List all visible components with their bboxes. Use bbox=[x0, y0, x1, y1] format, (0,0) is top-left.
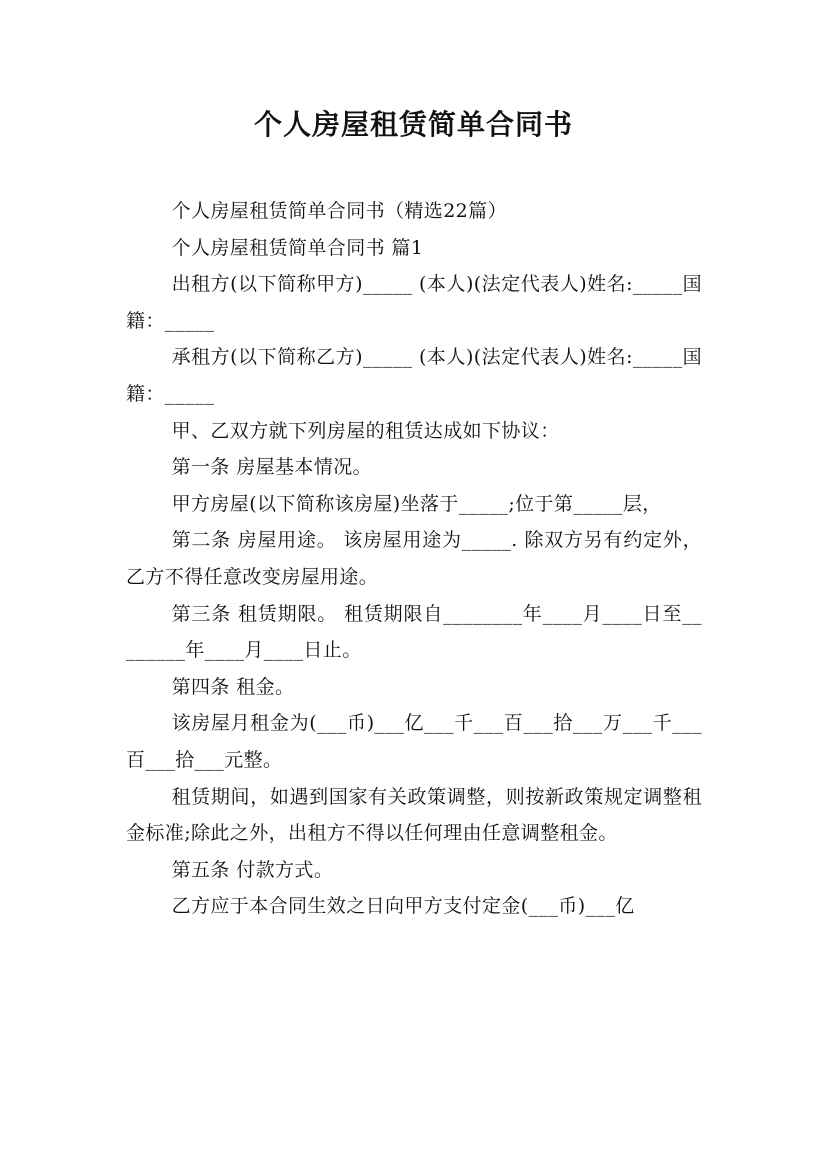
paragraph-article-4-adjustment: 租赁期间，如遇到国家有关政策调整，则按新政策规定调整租金标准;除此之外，出租方不得以任何理由任意调整租金。 bbox=[126, 785, 702, 845]
document-title: 个人房屋租赁简单合同书 bbox=[253, 108, 573, 141]
paragraph-article-1-heading: 第一条 房屋基本情况。 bbox=[171, 456, 373, 479]
paragraph-agreement-intro: 甲、乙双方就下列房屋的租赁达成如下协议： bbox=[171, 419, 560, 442]
paragraph-article-3: 第三条 租赁期限。 租赁期限自________年____月____日至________年____月____日止。 bbox=[126, 602, 702, 662]
paragraph-article-1-body: 甲方房屋(以下简称该房屋)坐落于_____;位于第_____层， bbox=[171, 492, 662, 515]
paragraph-article-4-rent: 该房屋月租金为(___币)___亿___千___百___拾___万___千___百___拾___元整。 bbox=[126, 712, 702, 771]
paragraph-article-4-heading: 第四条 租金。 bbox=[171, 675, 295, 698]
document-body bbox=[126, 193, 702, 925]
paragraph-section-heading: 个人房屋租赁简单合同书 篇1 bbox=[171, 236, 424, 259]
paragraph-article-5-heading: 第五条 付款方式。 bbox=[171, 858, 334, 881]
paragraph-lessor: 出租方(以下简称甲方)_____ (本人)(法定代表人)姓名:_____国籍：_____ bbox=[126, 273, 702, 332]
paragraph-article-2: 第二条 房屋用途。 该房屋用途为_____. 除双方另有约定外，乙方不得任意改变房屋用途。 bbox=[126, 529, 702, 588]
paragraph-lessee: 承租方(以下简称乙方)_____ (本人)(法定代表人)姓名:_____国籍：_____ bbox=[126, 346, 702, 405]
paragraph-subtitle: 个人房屋租赁简单合同书（精选22篇） bbox=[171, 200, 507, 222]
paragraph-article-5-body: 乙方应于本合同生效之日向甲方支付定金(___币)___亿 bbox=[171, 895, 635, 918]
